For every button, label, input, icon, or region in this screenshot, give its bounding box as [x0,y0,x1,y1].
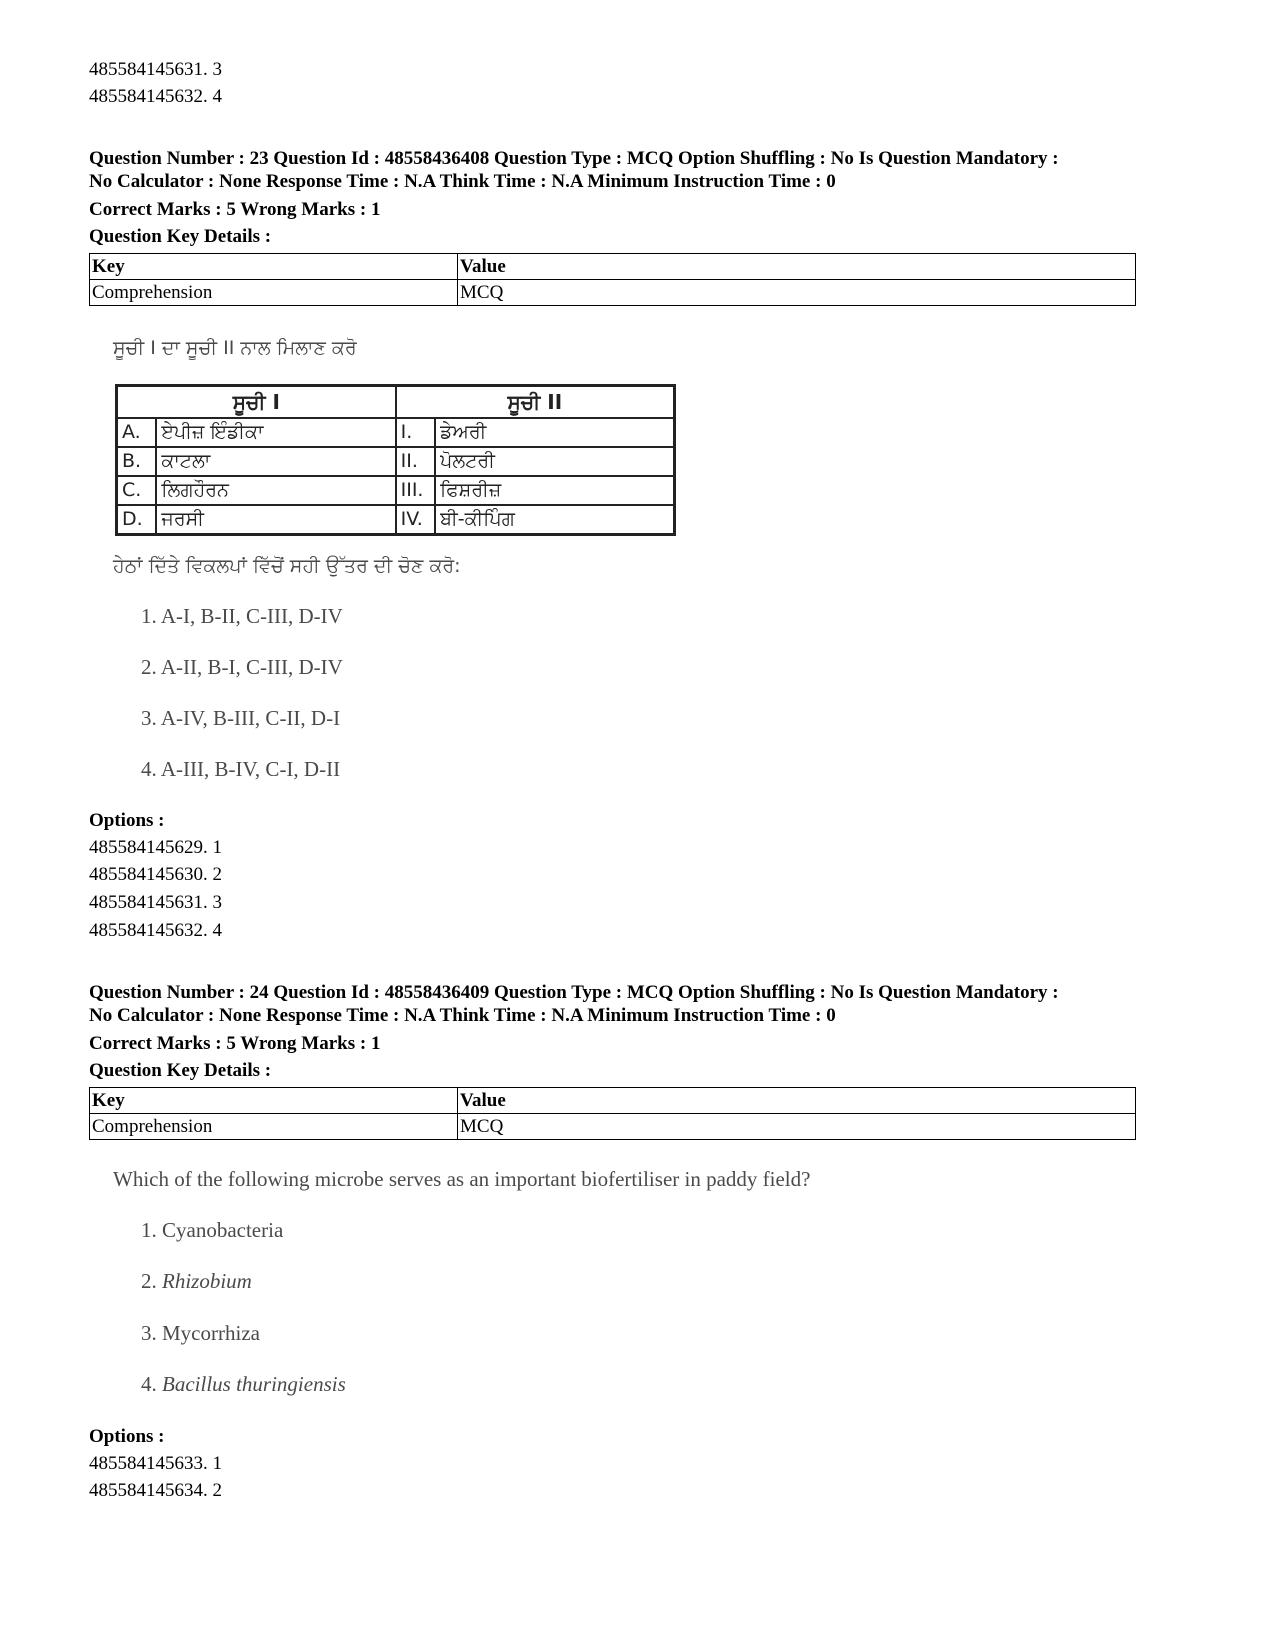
question-header-line1: Question Number : 24 Question Id : 48558436409 Question Type : MCQ Option Shuffling : No Is Question Mandatory : [89,982,1059,1003]
choice-1: 1. A-I, B-II, C-III, D-IV [141,604,343,628]
key-header: Key [90,254,458,280]
row-letter: D. [117,505,157,535]
value-cell: MCQ [458,280,1136,306]
option-line: 485584145634. 2 [89,1480,222,1501]
value-header: Value [458,254,1136,280]
row-numeral: III. [396,476,436,505]
list1-item: ਕਾਟਲਾ [156,447,395,476]
col2-header: ਸੂਚੀ II [396,386,675,419]
key-cell: Comprehension [90,280,458,306]
choice-2 [141,1268,252,1295]
option-line: 485584145633. 1 [89,1453,222,1474]
choice-number: 1. [141,1218,157,1242]
option-line: 485584145632. 4 [89,920,222,941]
choice-4: 4. A-III, B-IV, C-I, D-II [141,757,341,781]
choice-text: Bacillus thuringiensis [162,1372,346,1396]
key-header: Key [90,1088,458,1114]
choice-3: 3. A-IV, B-III, C-II, D-I [141,706,341,730]
list1-item: ਲਿਗਹੌਰਨ [156,476,395,505]
choice-number: 2. [141,1269,157,1293]
choice-number: 4. [141,1372,157,1396]
options-label: Options : [89,1426,165,1447]
option-line: 485584145630. 2 [89,864,222,885]
option-line: 485584145631. 3 [89,892,222,913]
list1-item: ਏਪੀਜ਼ ਇੰਡੀਕਾ [156,418,395,447]
match-row [117,476,675,505]
list1-item: ਜਰਸੀ [156,505,395,535]
match-row [117,505,675,535]
row-letter: C. [117,476,157,505]
match-row [117,447,675,476]
row-numeral: II. [396,447,436,476]
row-letter: A. [117,418,157,447]
match-table [115,384,676,536]
list2-item: ਬੀ-ਕੀਪਿੰਗ [435,505,674,535]
list2-item: ਫਿਸ਼ਰੀਜ਼ [435,476,674,505]
key-details-label: Question Key Details : [89,226,272,247]
choice-text: Rhizobium [162,1269,252,1293]
option-line: 485584145631. 3 [89,59,222,80]
choice-1 [141,1217,283,1244]
question-header-line2: No Calculator : None Response Time : N.A Think Time : N.A Minimum Instruction Time : 0 [89,1005,836,1026]
match-instruction: ਸੂਚੀ I ਦਾ ਸੂਚੀ II ਨਾਲ ਮਿਲਾਣ ਕਰੋ [113,337,357,359]
choice-number: 3. [141,1321,157,1345]
question-header-line1: Question Number : 23 Question Id : 48558436408 Question Type : MCQ Option Shuffling : No Is Question Mandatory : [89,148,1059,169]
option-line: 485584145629. 1 [89,837,222,858]
options-label: Options : [89,810,165,831]
option-line: 485584145632. 4 [89,86,222,107]
list2-item: ਡੇਅਰੀ [435,418,674,447]
row-numeral: I. [396,418,436,447]
key-value-table [89,1087,1136,1140]
value-cell: MCQ [458,1114,1136,1140]
question-header-line2: No Calculator : None Response Time : N.A Think Time : N.A Minimum Instruction Time : 0 [89,171,836,192]
key-cell: Comprehension [90,1114,458,1140]
choice-4 [141,1371,346,1398]
key-details-label: Question Key Details : [89,1060,272,1081]
choice-text: Cyanobacteria [162,1218,284,1242]
list2-item: ਪੋਲਟਰੀ [435,447,674,476]
value-header: Value [458,1088,1136,1114]
choice-text: Mycorrhiza [162,1321,260,1345]
choose-instruction: ਹੇਠਾਂ ਦਿੱਤੇ ਵਿਕਲਪਾਂ ਵਿੱਚੋਂ ਸਹੀ ਉੱਤਰ ਦੀ ਚੋਣ ਕਰੋ: [113,555,461,577]
match-row [117,418,675,447]
choice-3 [141,1320,260,1347]
key-value-table [89,253,1136,306]
marks-line: Correct Marks : 5 Wrong Marks : 1 [89,1033,381,1054]
row-letter: B. [117,447,157,476]
row-numeral: IV. [396,505,436,535]
question-text: Which of the following microbe serves as an important biofertiliser in paddy field? [113,1167,811,1191]
marks-line: Correct Marks : 5 Wrong Marks : 1 [89,199,381,220]
choice-2: 2. A-II, B-I, C-III, D-IV [141,655,343,679]
col1-header: ਸੂਚੀ I [117,386,396,419]
